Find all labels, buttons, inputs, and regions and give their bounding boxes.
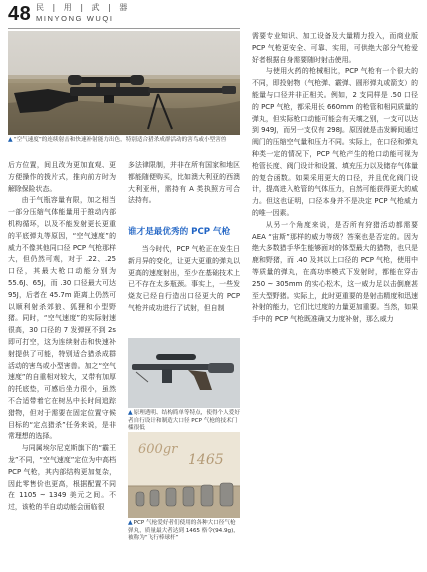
photo-custom-rifle [128,338,240,408]
paragraph: 需要专业知识、加工设备及大量精力投入，而商业版 PCP 气枪更安全、可靠、实用，可供绝大部分气枪爱好者根据自身需要随时射击使用。 [252,32,418,64]
body-column-middle [128,244,240,315]
caption-marker-icon: ▲ [128,409,133,416]
header-rule [8,28,240,29]
paragraph: 多法律限制，并非在所有国家和地区都能随便购买，比如澳大利亚的西澳大利亚州，需持有 A 类执照方可合法持有。 [128,161,240,205]
paragraph: 与使用火药的枪械相比，PCP 气枪有一个很大的不同，即投射物（气枪弹、霰弹、圆形弹丸或箭支）的能量与口径并非正相关。例如，2 支同样是 .50 口径的 PCP 气枪，都采用长 660mm 的枪管和相同质量的弹丸，但实际枪口动能可能会有天壤之别，一支可以达到 949J，而另一支仅有 298J。原因就是击发瞬间通过阀门的压缩空气量和压力不同。实际上，在口径和弹丸种类一定的情况下，PCP 气枪产生的枪口动能可视为枪管长度、阀门设计和设置、填充压力以及储存气体量的复合函数。如果采用更大的口径，并且优化阀门设计，提高进入枪管的气体压力，自然可能获得更大的威力。但这也证明，口径本身并不是决定 PCP 气枪威力的唯一因素。 [252,67,418,217]
section-heading: 谁才是最优秀的 PCP 气枪 [128,227,231,237]
section-title-cn: 民 | 用 | 武 | 器 [36,3,131,12]
photo-rifle-on-bipod [8,31,240,135]
paragraph: 当今时代，PCP 气枪正在发生日新月异的变化，让更大更重的弹丸以更高的速度射出，至少在基础技术上已不存在太多瓶颈。事实上，一些发烧友已经自行造出口径更大的 PCP 气枪并成功进行了试射，但自制 [128,245,240,312]
paragraph: 后方位置，间且改为更加直观、更方便操作的拨片式，推向前方时为解除保险状态。 [8,161,116,193]
page-number: 48 [8,3,32,25]
paragraph: 从另一个角度来说，是否所有狩猎活动都需要 AEA “宙斯”那样的威力等级？答案也是否定的。因为绝大多数猎手华生能够面对的体型最大的猎物，也只是鹿和野猪，而 .40 及其以上口径的 PCP 气枪，使用中等质量的弹丸，在高功率模式下发射时，都能在穿击 250 ~ 305mm 的实心松木，这一威力足以击倒鹿甚至大型野猪。实际上，此时更重要的是射击精度和迅速补射的能力，它们比过度的力量更加重要。当然，如果手中的 PCP 气枪既准确又力度补射，那么威力 [252,220,418,324]
handwritten-label-600gr: 600gr [138,442,178,457]
photo-caption-middle: ▲原理透明、结构简单等特点，使得个人爱好者自行设计和制造大口径 PCP 气枪的技术门槛很低 [128,409,240,432]
caption-marker-icon: ▲ [128,519,133,526]
paragraph: 由于气瓶容量有限，加之相当一部分压缩气体能量用于推动内部机构循环，以及不能发射更长更重的平底弹丸等原因，“空气速度”的威力不像其他同口径 PCP 气枪那样大，但仍然可观，对于 .22、.25 口径，其最大枪口动能分别为 55.6J、65J，而 .30 口径最大可达 95J，后者在 45.7m 距离上仍然可以顺利射杀郊狼、狐狸和小型野猪。同时，“空气速度”的实际射速很高，30 口径的 7 发弹匣不到 2s 即可打空，这为连续射击和快速补射提供了可能，特别适合猎杀成群活动的害鸟或小型害兽。加之“空气速度”的自重相对较大，又带有加厚的托底垫，可感后坐力很小，虽然不合适带着它在树丛中长时间追踪猎物，但对于需要在固定位置守候目标的“定点猎杀”任务来说，是非常理想的选择。 [8,196,116,441]
photo-large-pellets [128,432,240,518]
photo-caption-bottom: ▲PCP 气枪爱好者们使用的各种大口径气枪弹丸，质量最大者达到 1465 格令(94.9g)，被称为“飞行棒球杆” [128,519,239,542]
body-column-left [8,160,116,514]
photo-caption-top: ▲“空气速度”的连续射击和快速补射能力出色，特别适合猎杀成群活动的害鸟或小型害兽 [8,136,227,143]
caption-marker-icon: ▲ [8,136,13,143]
body-column-right [252,31,418,326]
section-title-en: MINYONG WUQI [36,14,114,23]
body-column-middle-top [128,160,240,207]
paragraph: 与同属埃尔尼克斯旗下的“霸王龙”不同，“空气速度”定位为中高档 PCP 气枪，其内部结构更加复杂，因此零售价也更高，根据配置不同在 1105 ~ 1349 美元之间。不过，该枪的半自动动能会面临很 [8,444,116,512]
handwritten-label-1465: 1465 [188,452,224,468]
